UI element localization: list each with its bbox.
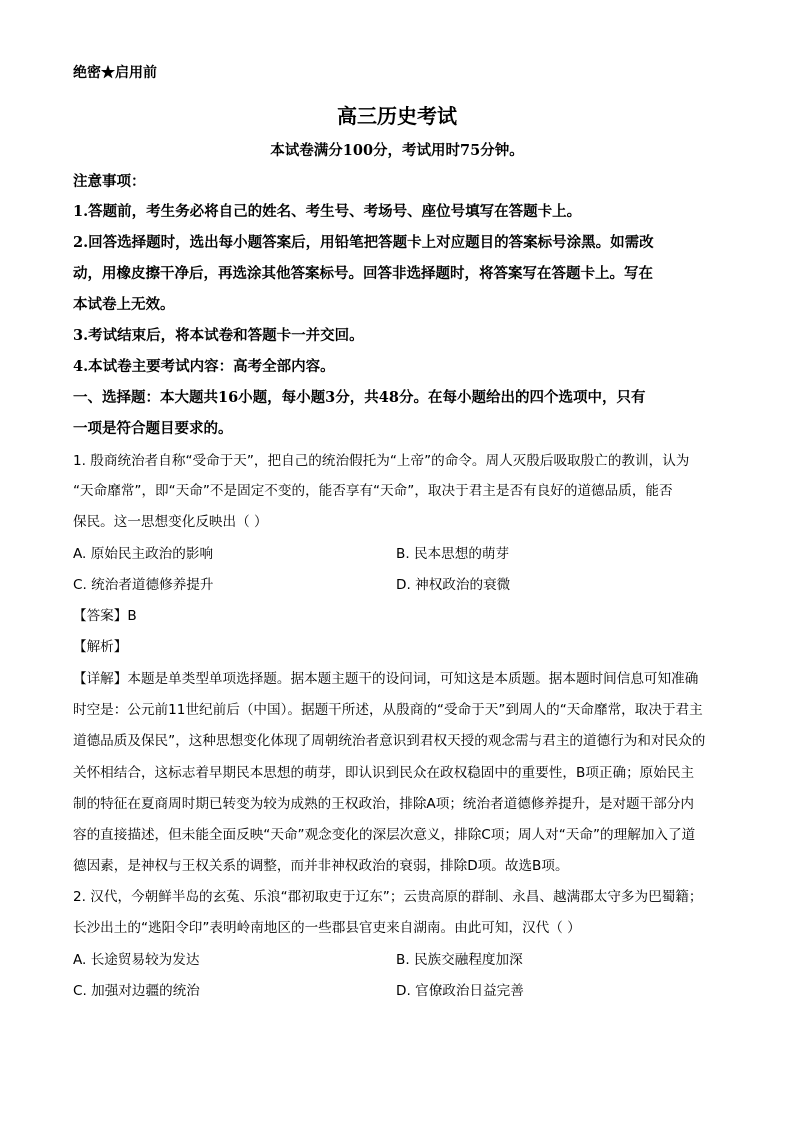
notes-heading: 注意事项：: [73, 173, 146, 190]
notes-line: 动，用橡皮擦干净后，再选涂其他答案标号。回答非选择题时，将答案写在答题卡上。写在: [73, 265, 653, 282]
q1-detail-line: 时空是：公元前11世纪前后（中国）。据题干所述，从殷商的“受命于天”到周人的“天命靡常，取决于君主: [73, 702, 703, 718]
q2-option-a: A. 长途贸易较为发达: [73, 952, 200, 968]
q1-option-a: A. 原始民主政治的影响: [73, 546, 214, 562]
q1-detail-line: 制的特征在夏商周时期已转变为较为成熟的王权政治，排除A项；统治者道德修养提升，是对题干部分内: [73, 796, 695, 812]
detail-tag: 【详解】: [73, 671, 128, 687]
answer-value: B: [127, 608, 137, 624]
detail-text: 本题是单类型单项选择题。据本题主题干的设问词，可知这是本质题。据本题时间信息可知准确: [127, 671, 699, 687]
q1-option-c: C. 统治者道德修养提升: [73, 577, 214, 593]
notes-line: 1.答题前，考生务必将自己的姓名、考生号、考场号、座位号填写在答题卡上。: [73, 203, 582, 220]
section-heading: 一项是符合题目要求的。: [73, 420, 233, 437]
notes-line: 4.本试卷主要考试内容：高考全部内容。: [73, 358, 335, 375]
q1-detail-line: 关怀相结合，这标志着早期民本思想的萌芽，即认识到民众在政权稳固中的重要性，B项正确；原始民主: [73, 765, 695, 781]
q2-option-d: D. 官僚政治日益完善: [396, 983, 524, 999]
secret-mark: 绝密★启用前: [73, 65, 157, 81]
answer-tag: 【答案】: [73, 608, 128, 624]
notes-line: 2.回答选择题时，选出每小题答案后，用铅笔把答题卡上对应题目的答案标号涂黑。如需改: [73, 234, 654, 251]
q1-stem-line: 1. 殷商统治者自称“受命于天”，把自己的统治假托为“上帝”的命令。周人灭殷后吸取殷亡的教训，认为: [73, 453, 690, 469]
q2-option-b: B. 民族交融程度加深: [396, 952, 523, 968]
q1-option-d: D. 神权政治的衰微: [396, 577, 511, 593]
analysis-tag: 【解析】: [73, 639, 128, 655]
q1-stem-line: 保民。这一思想变化反映出（ ）: [73, 514, 268, 530]
q1-option-b: B. 民本思想的萌芽: [396, 546, 510, 562]
q1-detail-line: [73, 669, 698, 689]
page-title: 高三历史考试: [337, 104, 457, 128]
q1-detail-line: 容的直接描述，但未能全面反映“天命”观念变化的深层次意义，排除C项；周人对“天命”的理解加入了道: [73, 827, 696, 843]
page-subtitle: 本试卷满分100分，考试用时75分钟。: [270, 142, 524, 159]
notes-line: 3.考试结束后，将本试卷和答题卡一并交回。: [73, 327, 364, 344]
q1-answer: [73, 606, 137, 626]
q1-stem-line: “天命靡常”，即“天命”不是固定不变的，能否享有“天命”，取决于君主是否有良好的道德品质，能否: [73, 483, 673, 499]
section-heading: 一、选择题：本大题共16小题，每小题3分，共48分。在每小题给出的四个选项中，只有: [73, 389, 646, 406]
q2-option-c: C. 加强对边疆的统治: [73, 983, 200, 999]
notes-line: 本试卷上无效。: [73, 296, 175, 313]
q1-detail-line: 道德品质及保民”，这种思想变化体现了周朝统治者意识到君权天授的观念需与君主的道德行为和对民众的: [73, 733, 706, 749]
q2-stem-line: 2. 汉代，今朝鲜半岛的玄菟、乐浪“郡初取吏于辽东”；云贵高原的群制、永昌、越满郡太守多为巴蜀籍；: [73, 889, 703, 905]
q1-detail-line: 德因素，是神权与王权关系的调整，而并非神权政治的衰弱，排除D项。故选B项。: [73, 858, 569, 874]
q2-stem-line: 长沙出土的“逃阳令印”表明岭南地区的一些郡县官吏来自湖南。由此可知，汉代（ ）: [73, 920, 581, 936]
